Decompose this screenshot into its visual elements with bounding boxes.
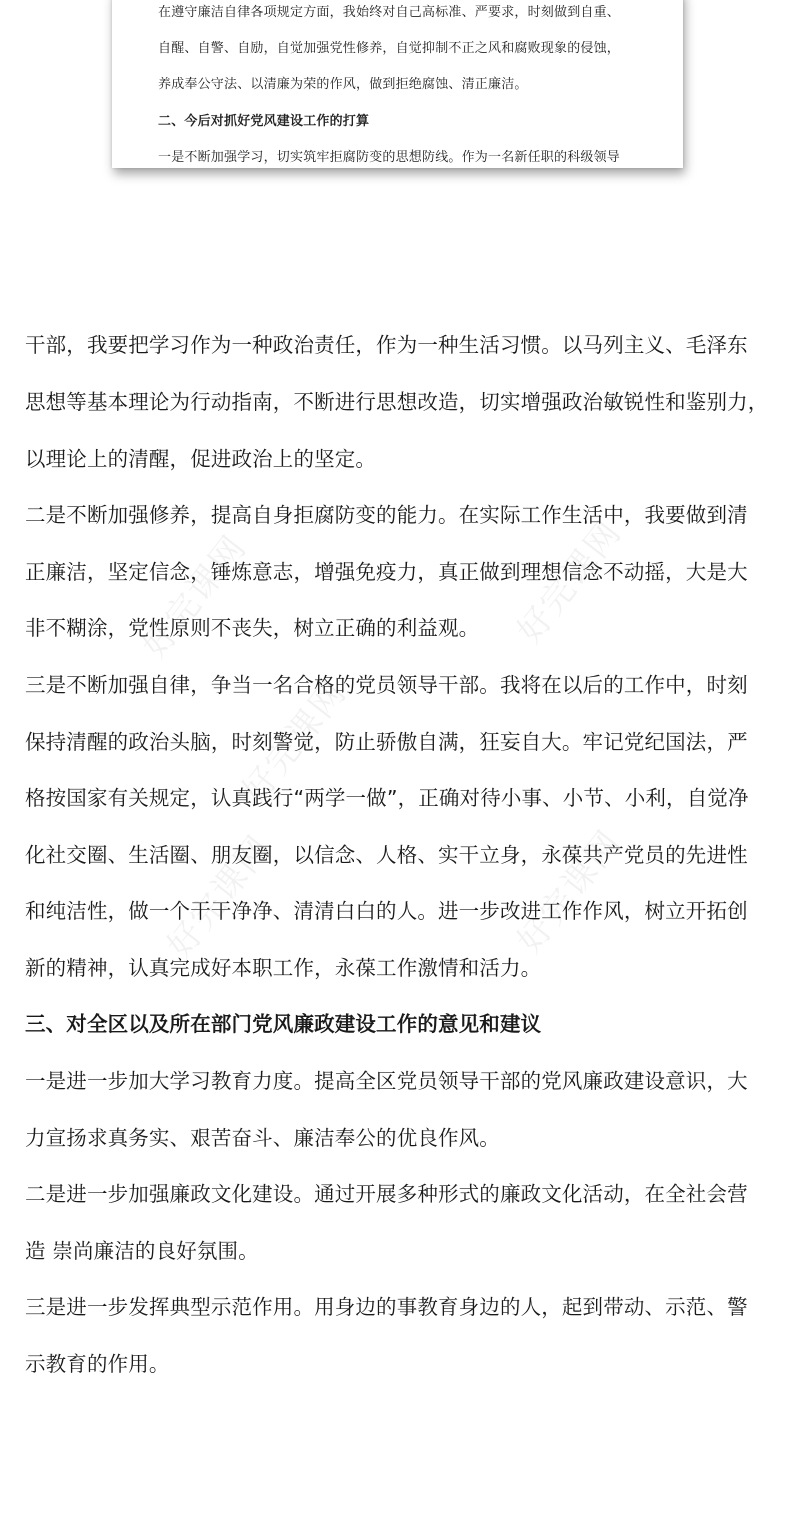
body-text-line: 和纯洁性，做一个干干净净、清清白白的人。进一步改进工作作风，树立开拓创	[25, 899, 748, 923]
watermark: 好完课网	[234, 672, 355, 811]
body-text-line: 二是进一步加强廉政文化建设。通过开展多种形式的廉政文化活动，在全社会营	[25, 1182, 748, 1206]
preview-section-heading: 二、今后对抓好党风建设工作的打算	[158, 114, 370, 129]
body-text-line: 非不糊涂，党性原则不丧失，树立正确的利益观。	[25, 616, 480, 640]
body-text-line: 正廉洁，坚定信念，锤炼意志，增强免疫力，真正做到理想信念不动摇，大是大	[25, 560, 748, 584]
body-text-line: 一是进一步加大学习教育力度。提高全区党员领导干部的党风廉政建设意识，大	[25, 1069, 748, 1093]
body-text-line: 新的精神，认真完成好本职工作，永葆工作激情和活力。	[25, 956, 542, 980]
body-text-line: 保持清醒的政治头脑，时刻警觉，防止骄傲自满，狂妄自大。牢记党纪国法，严	[25, 730, 748, 754]
body-text-line: 思想等基本理论为行动指南，不断进行思想改造，切实增强政治敏锐性和鉴别力，	[25, 390, 769, 414]
section-heading: 三、对全区以及所在部门党风廉政建设工作的意见和建议	[25, 1012, 542, 1036]
body-text-line: 干部，我要把学习作为一种政治责任，作为一种生活习惯。以马列主义、毛泽东	[25, 333, 748, 357]
body-text-line: 格按国家有关规定，认真践行“两学一做”，正确对待小事、小节、小利，自觉净	[25, 786, 749, 810]
body-text-line: 三是不断加强自律，争当一名合格的党员领导干部。我将在以后的工作中，时刻	[25, 673, 748, 697]
body-text-line: 示教育的作用。	[25, 1352, 170, 1376]
page-preview-card	[112, 0, 683, 168]
watermark: 好完课网	[509, 512, 630, 651]
watermark: 好完课网	[134, 527, 255, 666]
body-text-line: 以理论上的清醒，促进政治上的坚定。	[25, 447, 377, 471]
watermark: 好完课网	[509, 822, 630, 961]
preview-text-line: 养成奉公守法、以清廉为荣的作风，做到拒绝腐蚀、清正廉洁。	[158, 77, 528, 92]
body-text-line: 化社交圈、生活圈、朋友圈，以信念、人格、实干立身，永葆共产党员的先进性	[25, 843, 748, 867]
preview-text-line: 一是不断加强学习，切实筑牢拒腐防变的思想防线。作为一名新任职的科级领导	[158, 150, 621, 165]
body-text-line: 二是不断加强修养，提高自身拒腐防变的能力。在实际工作生活中，我要做到清	[25, 503, 748, 527]
preview-text-line: 在遵守廉洁自律各项规定方面，我始终对自己高标准、严要求，时刻做到自重、	[158, 5, 621, 20]
body-text-line: 造 崇尚廉洁的良好氛围。	[25, 1239, 259, 1263]
preview-text-line: 自醒、自警、自励，自觉加强党性修养，自觉抑制不正之风和腐败现象的侵蚀，	[158, 41, 621, 56]
body-text-line: 力宣扬求真务实、艰苦奋斗、廉洁奉公的优良作风。	[25, 1126, 500, 1150]
body-text-line: 三是进一步发挥典型示范作用。用身边的事教育身边的人，起到带动、示范、警	[25, 1295, 748, 1319]
watermark: 好完课网	[159, 827, 280, 966]
